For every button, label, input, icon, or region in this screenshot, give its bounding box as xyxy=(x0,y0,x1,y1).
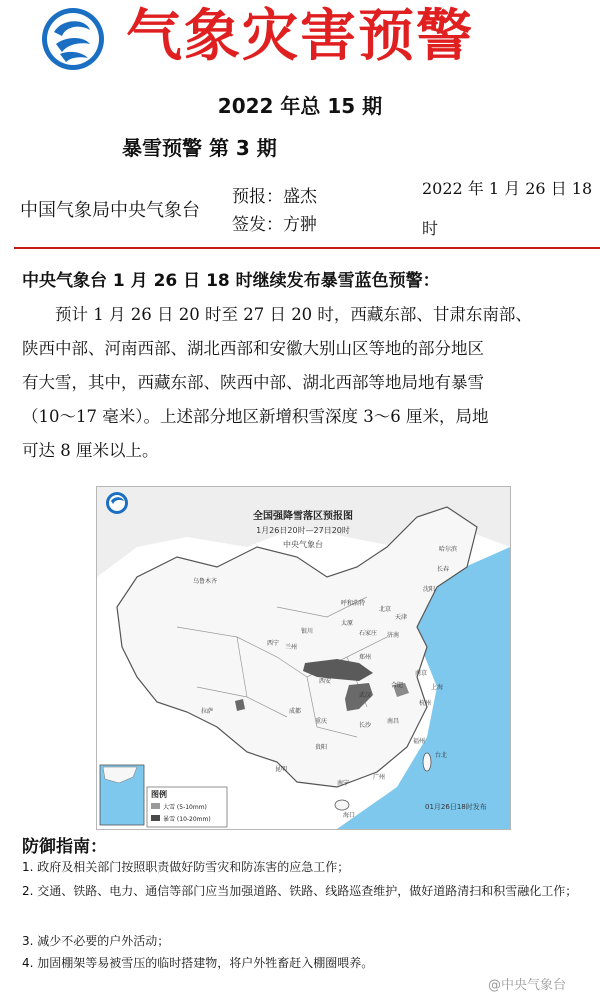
guide-item: 4. 加固棚架等易被雪压的临时搭建物，将户外牲畜赶入棚圈喂养。 xyxy=(22,956,374,970)
hainan-island xyxy=(335,800,349,810)
city-label: 台北 xyxy=(435,752,448,759)
city-label: 合肥 xyxy=(391,682,404,689)
taiwan-island xyxy=(423,753,431,771)
forecaster: 预报：盛杰 xyxy=(232,187,317,207)
issuer: 签发：方翀 xyxy=(232,215,317,235)
city-label: 哈尔滨 xyxy=(439,546,458,553)
city-label: 南昌 xyxy=(387,718,400,725)
map-period: 1月26日20时—27日20时 xyxy=(256,526,350,535)
city-label: 银川 xyxy=(301,628,314,635)
cma-logo xyxy=(40,6,106,72)
issue-type: 暴雪预警 第 3 期 xyxy=(122,136,277,160)
city-label: 贵阳 xyxy=(315,744,328,751)
city-label: 海口 xyxy=(343,812,356,819)
weibo-watermark: @中央气象台 xyxy=(488,978,567,993)
guide-item: 3. 减少不必要的户外活动； xyxy=(22,934,170,948)
legend-swatch-heavy xyxy=(151,815,160,821)
city-label: 福州 xyxy=(413,738,426,745)
header-divider xyxy=(14,247,600,249)
legend-swatch-light xyxy=(151,803,160,809)
city-label: 济南 xyxy=(387,632,400,639)
city-label: 杭州 xyxy=(419,700,432,707)
city-label: 太原 xyxy=(341,620,354,627)
city-label: 天津 xyxy=(395,614,408,621)
city-label: 西安 xyxy=(319,678,332,685)
city-label: 呼和浩特 xyxy=(341,600,366,607)
guide-title: 防御指南： xyxy=(22,837,107,857)
city-label: 长沙 xyxy=(359,722,372,729)
bulletin-line: （10～17 毫米）。上述部分地区新增积雪深度 3～6 厘米，局地 xyxy=(22,407,489,426)
city-label: 拉萨 xyxy=(201,708,214,715)
city-label: 成都 xyxy=(289,708,302,715)
city-label: 南宁 xyxy=(337,780,350,787)
city-label: 乌鲁木齐 xyxy=(193,578,218,585)
map-issue-note: 01月26日18时发布 xyxy=(425,803,487,811)
issue-date-cont: 时 xyxy=(422,219,439,238)
city-label: 武汉 xyxy=(359,692,372,699)
bulletin-line: 有大雪，其中，西藏东部、陕西中部、湖北西部等地局地有暴雪 xyxy=(22,373,484,392)
city-label: 兰州 xyxy=(285,644,298,651)
bulletin-headline: 中央气象台 1 月 26 日 18 时继续发布暴雪蓝色预警： xyxy=(22,271,440,291)
bulletin-line: 陕西中部、河南西部、湖北西部和安徽大别山区等地的部分地区 xyxy=(22,339,484,358)
legend-label: 暴雪 (10-20mm) xyxy=(163,816,211,823)
guide-item: 1. 政府及相关部门按照职责做好防雪灾和防冻害的应急工作； xyxy=(22,860,350,874)
issue-total: 2022 年总 15 期 xyxy=(217,94,383,118)
city-label: 郑州 xyxy=(359,654,372,661)
city-label: 北京 xyxy=(379,606,392,613)
map-title: 全国强降雪落区预报图 xyxy=(253,511,353,522)
city-label: 昆明 xyxy=(275,766,288,773)
page-title: 气象灾害预警 xyxy=(126,4,474,69)
bulletin-line: 可达 8 厘米以上。 xyxy=(22,441,159,460)
city-label: 沈阳 xyxy=(423,586,436,593)
legend-title: 图例 xyxy=(151,790,167,799)
city-label: 南京 xyxy=(415,670,428,677)
city-label: 重庆 xyxy=(315,718,328,725)
city-label: 上海 xyxy=(431,684,444,691)
map-source: 中央气象台 xyxy=(283,540,323,549)
city-label: 广州 xyxy=(373,774,386,781)
organization: 中国气象局中央气象台 xyxy=(20,200,200,221)
bulletin-body xyxy=(22,298,592,468)
city-label: 石家庄 xyxy=(359,630,378,637)
legend-label: 大雪 (5-10mm) xyxy=(163,804,207,811)
snowfall-forecast-map xyxy=(96,486,511,830)
city-label: 长春 xyxy=(437,566,450,573)
guide-item: 2. 交通、铁路、电力、通信等部门应当加强道路、铁路、线路巡查维护，做好道路清扫和积雪融化工作； xyxy=(22,884,578,898)
bulletin-line: 预计 1 月 26 日 20 时至 27 日 20 时，西藏东部、甘肃东南部、 xyxy=(22,305,532,324)
city-label: 西宁 xyxy=(267,640,280,647)
issue-date: 2022 年 1 月 26 日 18 xyxy=(422,179,593,198)
